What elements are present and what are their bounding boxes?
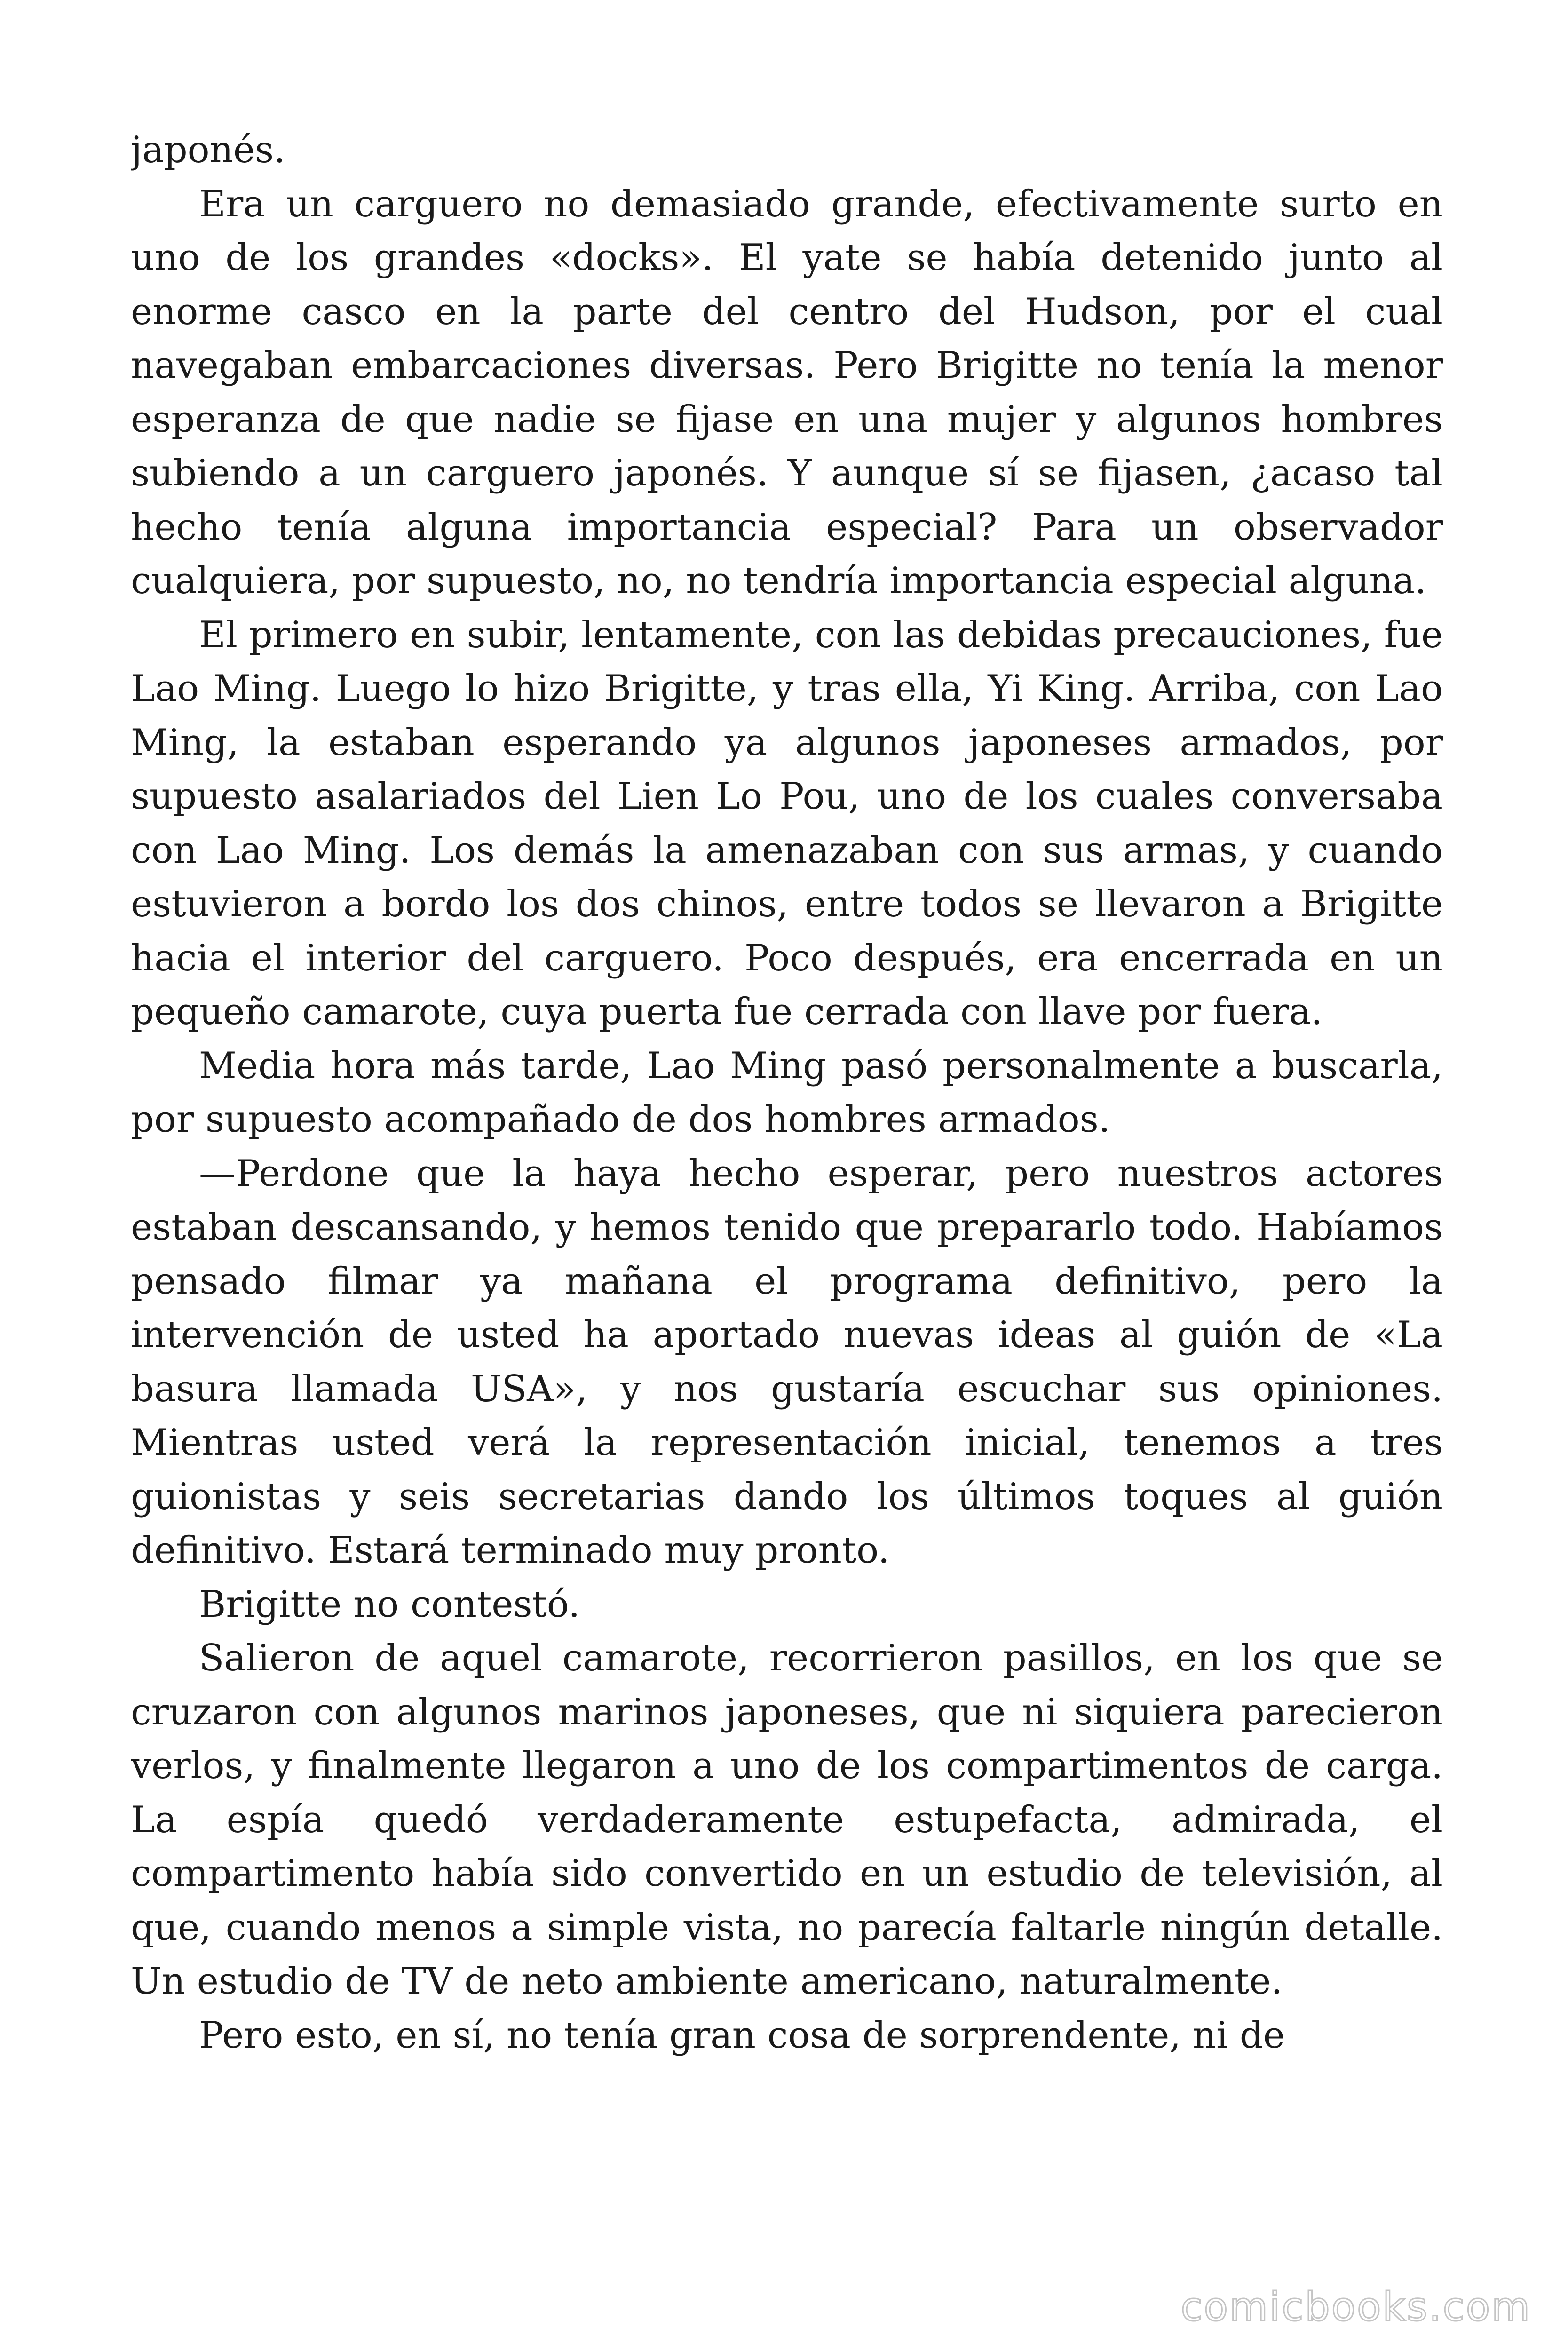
paragraph: Pero esto, en sí, no tenía gran cosa de sorprendente, ni de bbox=[199, 2014, 1285, 2057]
page-text bbox=[131, 123, 1443, 2202]
paragraph: Brigitte no contestó. bbox=[199, 1583, 580, 1626]
paragraph: El primero en subir, lentamente, con las debidas precauciones, fue Lao Ming. Luego lo hizo Brigitte, y tras ella, Yi King. Arriba, con Lao Ming, la estaban esperando ya algunos japoneses armados, por supuesto asalariados del Lien Lo Pou, uno de los cuales conversaba con Lao Ming. Los demás la amenazaban con sus armas, y cuando estuvieron a bordo los dos chinos, entre todos se llevaron a Brigitte hacia el interior del carguero. Poco después, era encerrada en un pequeño camarote, cuya puerta fue cerrada con llave por fuera. bbox=[131, 613, 1443, 1033]
paragraph: Salieron de aquel camarote, recorrieron pasillos, en los que se cruzaron con algunos marinos japoneses, que ni siquiera parecieron verlos, y finalmente llegaron a uno de los compartimentos de carga. La espía quedó verdaderamente estupefacta, admirada, el compartimento había sido convertido en un estudio de televisión, al que, cuando menos a simple vista, no parecía faltarle ningún detalle. Un estudio de TV de neto ambiente americano, naturalmente. bbox=[131, 1637, 1443, 2002]
paragraph-continuation: japonés. bbox=[131, 129, 285, 171]
dialogue-paragraph: —Perdone que la haya hecho esperar, pero nuestros actores estaban descansando, y hemos tenido que prepararlo todo. Habíamos pensado filmar ya mañana el programa definitivo, pero la intervención de usted ha aportado nuevas ideas al guión de «La basura llamada USA», y nos gustaría escuchar sus opiniones. Mientras usted verá la representación inicial, tenemos a tres guionistas y seis secretarias dando los últimos toques al guión definitivo. Estará terminado muy pronto. bbox=[131, 1152, 1443, 1572]
watermark: comicbooks.com bbox=[1180, 2284, 1531, 2330]
paragraph: Media hora más tarde, Lao Ming pasó personalmente a buscarla, por supuesto acompañado de dos hombres armados. bbox=[131, 1044, 1443, 1141]
paragraph: Era un carguero no demasiado grande, efectivamente surto en uno de los grandes «docks». El yate se había detenido junto al enorme casco en la parte del centro del Hudson, por el cual navegaban embarcaciones diversas. Pero Brigitte no tenía la menor esperanza de que nadie se fijase en una mujer y algunos hombres subiendo a un carguero japonés. Y aunque sí se fijasen, ¿acaso tal hecho tenía alguna importancia especial? Para un observador cualquiera, por supuesto, no, no tendría importancia especial alguna. bbox=[131, 183, 1443, 602]
